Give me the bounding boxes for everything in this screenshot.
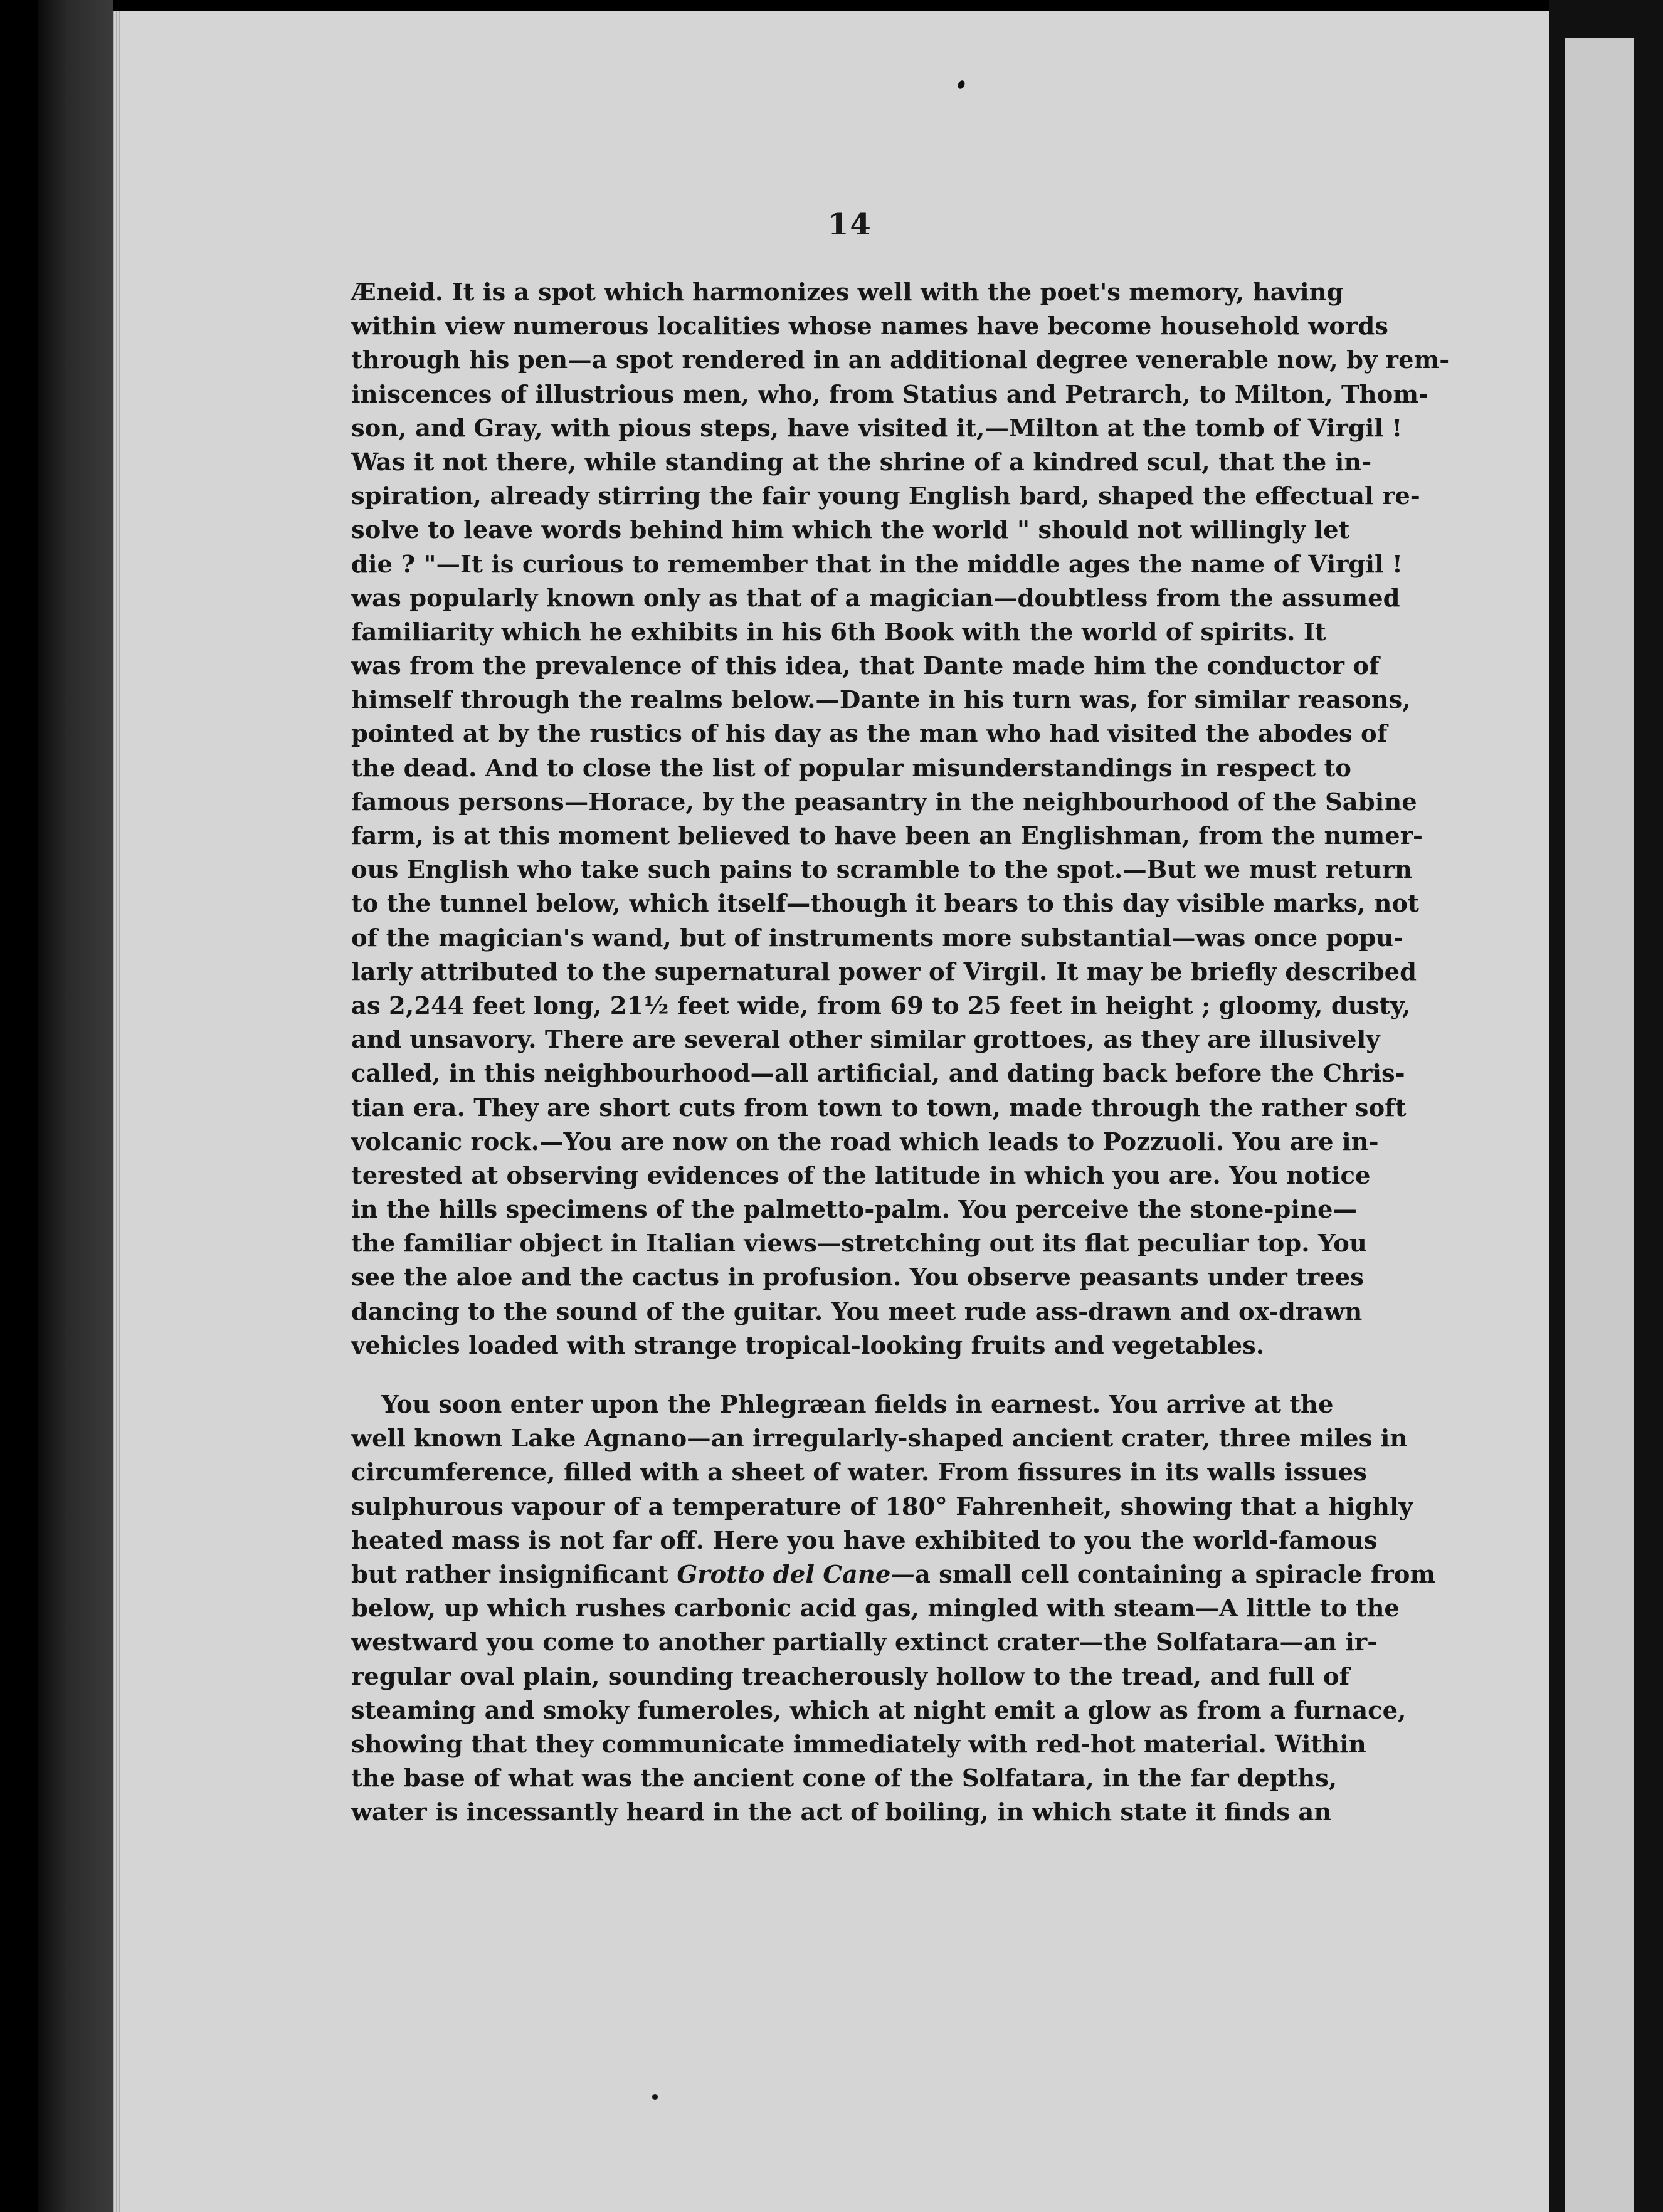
text-line: well known Lake Agnano—an irregularly-shaped ancient crater, three miles in	[351, 1425, 1408, 1453]
text-line: heated mass is not far off. Here you have exhibited to you the world-famous	[351, 1526, 1378, 1555]
page-number: 14	[828, 207, 872, 242]
adjacent-page-edge	[1561, 38, 1634, 2212]
text-line: spiration, already stirring the fair young English bard, shaped the effectual re-	[351, 482, 1420, 511]
text-line-with-italic	[351, 1558, 1436, 1592]
text-line: called, in this neighbourhood—all artificial, and dating back before the Chris-	[351, 1060, 1405, 1088]
text-line: iniscences of illustrious men, who, from Statius and Petrarch, to Milton, Thom-	[351, 380, 1429, 409]
text-line: through his pen—a spot rendered in an additional degree venerable now, by rem-	[351, 346, 1450, 375]
text-line: water is incessantly heard in the act of boiling, in which state it finds an	[351, 1798, 1332, 1827]
text-line: was popularly known only as that of a magician—doubtless from the assumed	[351, 584, 1400, 613]
text-line: vehicles loaded with strange tropical-looking fruits and vegetables.	[351, 1331, 1265, 1360]
text-line: die ? "—It is curious to remember that in the middle ages the name of Virgil !	[351, 550, 1403, 579]
text-fragment: a small cell containing a spiracle from	[914, 1560, 1436, 1589]
text-line: farm, is at this moment believed to have been an Englishman, from the numer-	[351, 822, 1423, 850]
text-line: of the magician's wand, but of instruments more substantial—was once popu-	[351, 924, 1404, 952]
body-text	[351, 276, 1450, 1830]
paragraph-2	[351, 1388, 1436, 1830]
text-line: see the aloe and the cactus in profusion. You observe peasants under trees	[351, 1263, 1364, 1292]
text-line: as 2,244 feet long, 21½ feet wide, from 69 to 25 feet in height ; gloomy, dusty,	[351, 991, 1411, 1020]
book-left-edge	[38, 0, 113, 2212]
text-line: ous English who take such pains to scramble to the spot.—But we must return	[351, 856, 1412, 885]
text-line: larly attributed to the supernatural power of Virgil. It may be briefly described	[351, 957, 1417, 986]
text-line: and unsavory. There are several other similar grottoes, as they are illusively	[351, 1026, 1380, 1055]
text-line: You soon enter upon the Phlegræan fields in earnest. You arrive at the	[381, 1391, 1334, 1419]
text-line: the dead. And to close the list of popular misunderstandings in respect to	[351, 754, 1351, 782]
text-line: pointed at by the rustics of his day as the man who had visited the abodes of	[351, 720, 1388, 749]
text-line: within view numerous localities whose names have become household words	[351, 312, 1388, 341]
text-line: sulphurous vapour of a temperature of 180° Fahrenheit, showing that a highly	[351, 1492, 1413, 1521]
text-line: tian era. They are short cuts from town to town, made through the rather soft	[351, 1093, 1407, 1122]
text-line: westward you come to another partially extinct crater—the Solfatara—an ir-	[351, 1628, 1378, 1657]
text-line: circumference, filled with a sheet of water. From fissures in its walls issues	[351, 1458, 1367, 1487]
paragraph-1	[351, 276, 1450, 1363]
text-line: to the tunnel below, which itself—though it bears to this day visible marks, not	[351, 890, 1419, 919]
text-line: steaming and smoky fumeroles, which at night emit a glow as from a furnace,	[351, 1696, 1407, 1725]
page-spine-shadow	[113, 11, 120, 2212]
text-line: dancing to the sound of the guitar. You meet rude ass-drawn and ox-drawn	[351, 1297, 1363, 1326]
text-line: terested at observing evidences of the latitude in which you are. You notice	[351, 1161, 1371, 1190]
text-line: son, and Gray, with pious steps, have visited it,—Milton at the tomb of Virgil !	[351, 414, 1403, 443]
text-line: Was it not there, while standing at the shrine of a kindred scul, that the in-	[351, 448, 1372, 477]
text-line: the familiar object in Italian views—stretching out its flat peculiar top. You	[351, 1230, 1367, 1258]
text-line: himself through the realms below.—Dante in his turn was, for similar reasons,	[351, 686, 1411, 715]
text-line: showing that they communicate immediately with red-hot material. Within	[351, 1730, 1366, 1759]
ink-speck	[652, 2094, 658, 2100]
text-line: in the hills specimens of the palmetto-palm. You perceive the stone-pine—	[351, 1196, 1357, 1224]
text-line: Æneid. It is a spot which harmonizes well with the poet's memory, having	[351, 278, 1344, 307]
text-line: volcanic rock.—You are now on the road which leads to Pozzuoli. You are in-	[351, 1127, 1379, 1156]
text-line: below, up which rushes carbonic acid gas, mingled with steam—A little to the	[351, 1594, 1400, 1623]
text-line: regular oval plain, sounding treacherously hollow to the tread, and full of	[351, 1662, 1350, 1691]
text-line: solve to leave words behind him which the world " should not willingly let	[351, 516, 1350, 545]
text-line: familiarity which he exhibits in his 6th Book with the world of spirits. It	[351, 618, 1326, 646]
text-line: the base of what was the ancient cone of the Solfatara, in the far depths,	[351, 1764, 1338, 1793]
italic-phrase: Grotto del Cane—	[677, 1560, 915, 1589]
text-line: famous persons—Horace, by the peasantry in the neighbourhood of the Sabine	[351, 787, 1417, 816]
text-fragment: but rather insignificant	[351, 1560, 677, 1589]
text-line: was from the prevalence of this idea, that Dante made him the conductor of	[351, 652, 1380, 681]
